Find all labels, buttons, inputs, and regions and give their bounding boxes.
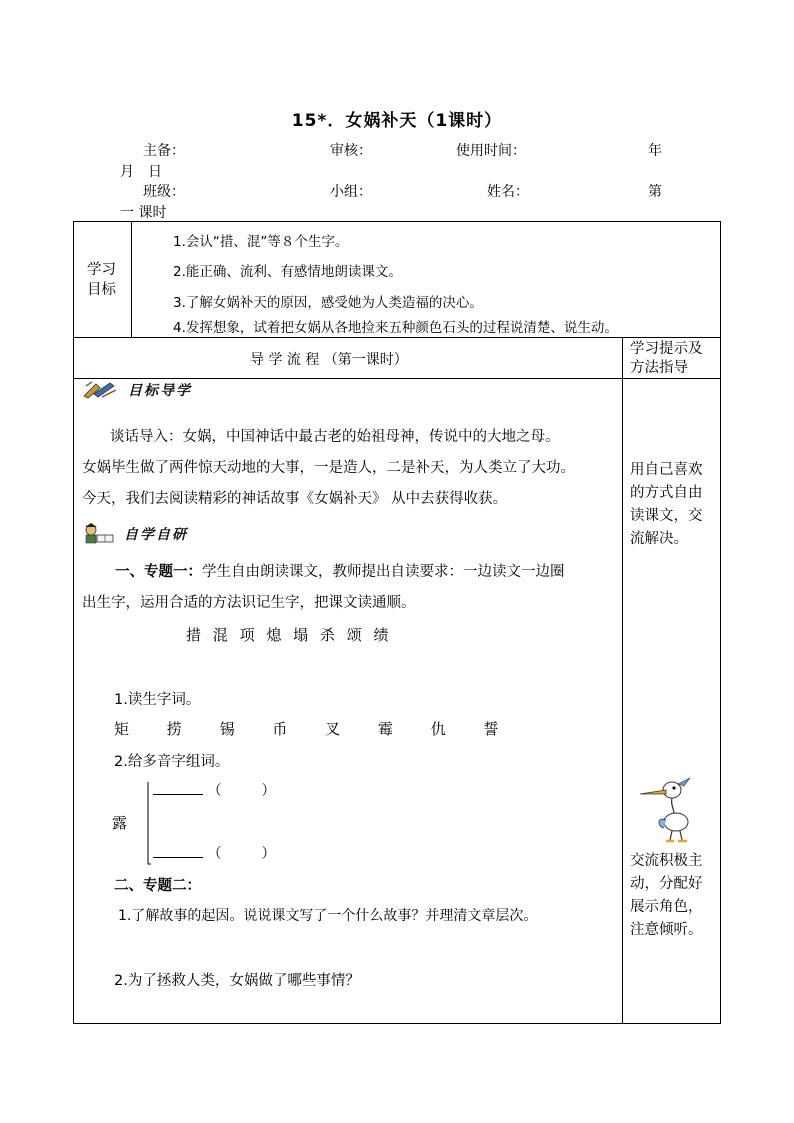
char-item: 矩 [114, 720, 130, 738]
topic2-question-2: 2.为了拯救人类，女娲做了哪些事情？ [114, 973, 360, 989]
question-1: 1.读生字词。 [114, 692, 201, 708]
table-border-bottom [73, 1023, 721, 1024]
paren-close: ） [261, 783, 276, 799]
topic2-label: 二、专题二： [114, 878, 201, 894]
char-item: 誓 [483, 720, 499, 738]
side-tip-line: 注意倾听。 [630, 922, 703, 938]
paren-open: （ [207, 783, 222, 799]
intro-line: 谈话导入：女娲，中国神话中最古老的始祖母神，传说中的大地之母。 [110, 429, 560, 445]
paren-close: ） [261, 846, 276, 862]
banner-pencil-icon [82, 380, 118, 400]
polyphone-blank-1[interactable] [153, 780, 275, 800]
side-tip-1 [630, 459, 703, 551]
goals-label [87, 260, 116, 300]
goals-label-line2: 目标 [87, 282, 116, 298]
header-nian: 年 [648, 143, 662, 159]
goals-divider [131, 221, 132, 338]
header-xingming: 姓名： [487, 184, 529, 200]
header-keshi: 一 课时 [120, 205, 167, 221]
char-item: 项 [239, 626, 255, 644]
polyphone-blank-2[interactable] [153, 843, 275, 863]
intro-line: 今天，我们去阅读精彩的神话故事《女娲补天》 从中去获得收获。 [82, 491, 508, 507]
goal-item: 3.了解女娲补天的原因，感受她为人类造福的决心。 [173, 295, 483, 311]
crane-mascot-icon [632, 776, 702, 846]
char-item: 仇 [430, 720, 446, 738]
paren-open: （ [207, 846, 222, 862]
banner-mubiao [82, 380, 192, 400]
table-border-left [73, 221, 74, 1024]
char-item: 塌 [293, 626, 309, 644]
char-item: 币 [272, 720, 288, 738]
intro-paragraph [82, 423, 575, 514]
topic1-paragraph [82, 558, 565, 618]
blank-underline[interactable] [153, 843, 203, 858]
header-yueri: 月 日 [120, 164, 162, 180]
goals-bottom-line [73, 337, 721, 338]
page-title: 15*．女娲补天（1课时） [291, 111, 503, 131]
char-item: 混 [212, 626, 228, 644]
char-item: 捞 [166, 720, 182, 738]
side-column-divider [622, 337, 623, 1024]
side-tip-2 [630, 850, 703, 942]
header-banji: 班级： [143, 184, 185, 200]
polyphone-char: 露 [112, 814, 128, 832]
flow-heading: 导 学 流 程 （第一课时） [250, 352, 408, 368]
side-heading [630, 340, 703, 378]
topic2-question-1: 1.了解故事的起因。说说课文写了一个什么故事？并理清文章层次。 [118, 908, 538, 924]
side-heading-line2: 方法指导 [630, 360, 688, 376]
header-xiaozu: 小组： [330, 184, 372, 200]
goal-item: 1.会认“措、混”等８个生字。 [173, 234, 349, 250]
side-tip-line: 交流积极主 [630, 853, 703, 869]
header-shenhe: 审核： [330, 143, 372, 159]
char-item: 颂 [346, 626, 362, 644]
char-item: 熄 [266, 626, 282, 644]
goal-item: 2.能正确、流利、有感情地朗读课文。 [173, 264, 402, 280]
side-tip-line: 流解决。 [630, 531, 688, 547]
polyphone-bracket [140, 780, 152, 866]
side-heading-line1: 学习提示及 [630, 341, 703, 357]
topic1-line2: 出生字，运用合适的方法识记生字，把课文读通顺。 [82, 595, 416, 611]
header-shiyong: 使用时间： [456, 143, 526, 159]
banner-student-icon [82, 523, 116, 545]
intro-line: 女娲毕生做了两件惊天动地的大事，一是造人，二是补天，为人类立了大功。 [82, 460, 575, 476]
side-tip-line: 展示角色， [630, 899, 703, 915]
header-zhubei: 主备： [143, 143, 185, 159]
side-tip-line: 的方式自由 [630, 485, 703, 501]
header-di: 第 [648, 184, 662, 200]
question-2: 2.给多音字组词。 [114, 754, 230, 770]
goal-item: 4.发挥想象，试着把女娲从各地捡来五种颜色石头的过程说清楚、说生动。 [173, 320, 618, 336]
char-item: 霉 [377, 720, 393, 738]
side-tip-line: 动，分配好 [630, 876, 703, 892]
side-tip-line: 读课文，交 [630, 508, 703, 524]
char-item: 叉 [325, 720, 341, 738]
char-item: 杀 [319, 626, 335, 644]
topic1-label: 一、专题一： [115, 564, 202, 580]
goals-label-line1: 学习 [87, 262, 116, 278]
side-tip-line: 用自己喜欢 [630, 462, 703, 478]
table-border-top [73, 221, 721, 222]
flow-header-line [73, 378, 721, 379]
banner-mubiao-text: 目标导学 [128, 383, 192, 399]
blank-underline[interactable] [153, 780, 203, 795]
table-border-right [720, 221, 721, 1024]
banner-zixue [82, 523, 188, 545]
char-item: 绩 [373, 626, 389, 644]
char-row-2 [114, 718, 531, 739]
banner-zixue-text: 自学自研 [124, 527, 188, 543]
char-item: 锡 [219, 720, 235, 738]
topic1-line1: 学生自由朗读课文，教师提出自读要求：一边读文一边圈 [202, 564, 565, 580]
char-item: 措 [186, 626, 202, 644]
char-row-1 [186, 624, 395, 645]
